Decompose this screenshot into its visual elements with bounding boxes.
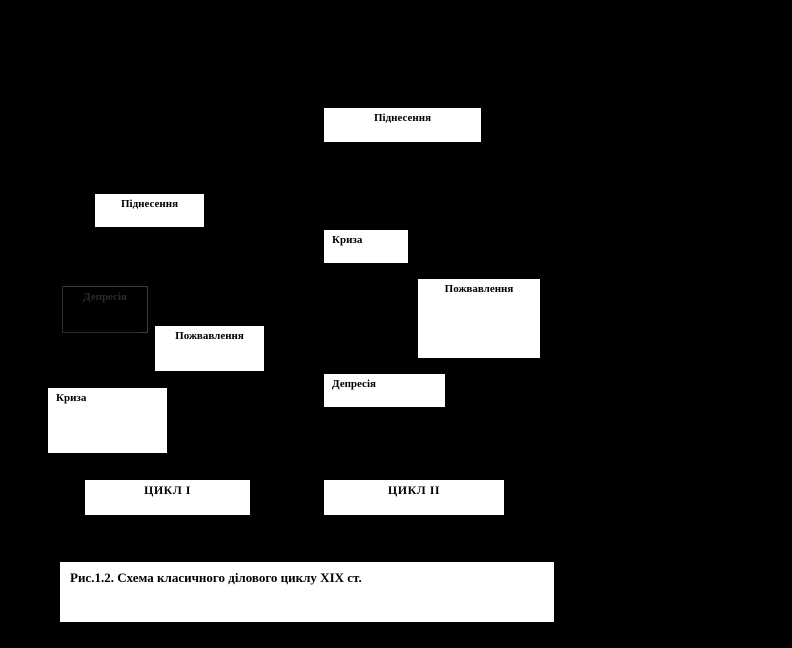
node-cycle-1 xyxy=(84,479,251,516)
node-pidnesennya-left xyxy=(94,193,205,228)
ghost-connector-horizontal xyxy=(62,332,139,333)
node-label: Пожвавлення xyxy=(175,330,244,342)
node-label: Криза xyxy=(332,234,363,246)
node-pidnesennya-top xyxy=(323,107,482,143)
figure-caption xyxy=(59,561,555,623)
node-label: Депресія xyxy=(83,291,127,303)
node-label: Піднесення xyxy=(120,198,179,210)
node-label: Піднесення xyxy=(373,112,432,124)
node-cycle-2 xyxy=(323,479,505,516)
node-kryza-mid xyxy=(323,229,409,264)
node-label: Пожвавлення xyxy=(444,283,514,295)
figure-caption-text: Рис.1.2. Схема класичного ділового циклу XIX ст. xyxy=(70,570,362,585)
node-depresiya-mid xyxy=(323,373,446,408)
node-pozhvavlennya-left xyxy=(154,325,265,372)
ghost-connector-vertical xyxy=(62,286,63,333)
node-label: ЦИКЛ II xyxy=(387,483,441,497)
node-label: Криза xyxy=(56,392,87,404)
node-depresiya-left xyxy=(62,286,148,333)
node-kryza-left xyxy=(47,387,168,454)
node-label: Депресія xyxy=(332,378,376,390)
node-pozhvavlennya-right xyxy=(417,278,541,359)
node-label: ЦИКЛ I xyxy=(144,483,191,497)
